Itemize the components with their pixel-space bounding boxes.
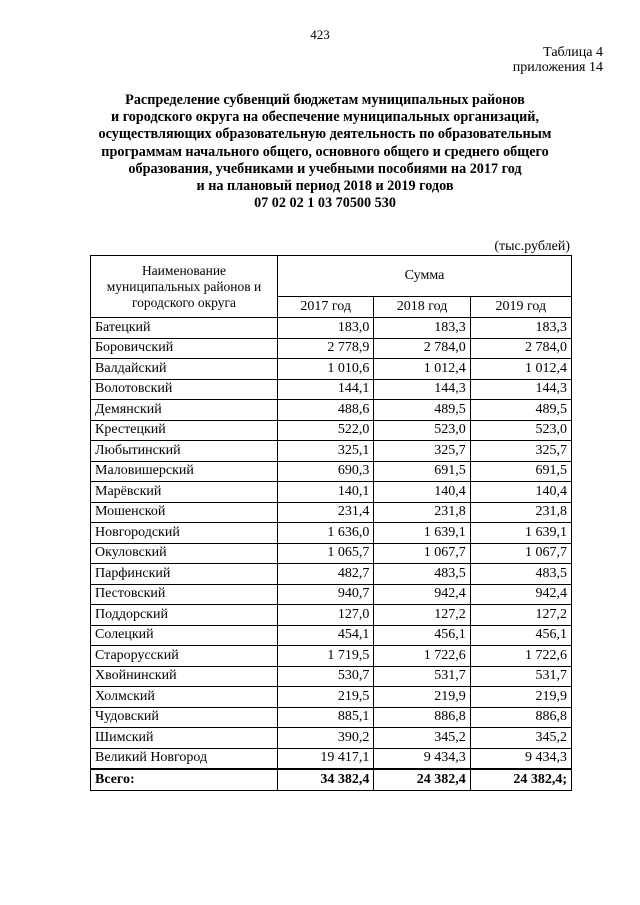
amount-cell-2019: 1 012,4 [470, 359, 571, 380]
table-row [91, 400, 572, 421]
amount-cell-2017: 127,0 [278, 605, 374, 626]
amount-cell-2019: 144,3 [470, 379, 571, 400]
total-amount-2018: 24 382,4 [374, 769, 470, 790]
amount-cell-2017: 530,7 [278, 666, 374, 687]
amount-cell-2018: 456,1 [374, 625, 470, 646]
district-name-cell: Волотовский [91, 379, 278, 400]
header-year-2018: 2018 год [374, 297, 470, 318]
amount-cell-2018: 231,8 [374, 502, 470, 523]
amount-cell-2017: 690,3 [278, 461, 374, 482]
table-row [91, 728, 572, 749]
title-line: осуществляющих образовательную деятельность по образовательным [98, 126, 552, 143]
header-sum: Сумма [278, 256, 572, 297]
table-row [91, 748, 572, 769]
table-row [91, 482, 572, 503]
amount-cell-2018: 1 067,7 [374, 543, 470, 564]
table-row [91, 338, 572, 359]
amount-cell-2017: 1 065,7 [278, 543, 374, 564]
amount-cell-2017: 183,0 [278, 318, 374, 339]
table-label-line1: Таблица 4 [543, 45, 603, 60]
amount-cell-2019: 325,7 [470, 441, 571, 462]
table-body [91, 318, 572, 791]
amount-cell-2018: 1 722,6 [374, 646, 470, 667]
amount-cell-2019: 140,4 [470, 482, 571, 503]
title-line: и городского округа на обеспечение муниципальных организаций, [110, 109, 540, 126]
table-row [91, 625, 572, 646]
amount-cell-2019: 1 722,6 [470, 646, 571, 667]
amount-cell-2019: 489,5 [470, 400, 571, 421]
amount-cell-2017: 482,7 [278, 564, 374, 585]
district-name-cell: Солецкий [91, 625, 278, 646]
title-line: образования, учебниками и учебными пособиями на 2017 год [128, 160, 522, 177]
table-row [91, 687, 572, 708]
table-row [91, 584, 572, 605]
table-row [91, 646, 572, 667]
amount-cell-2018: 127,2 [374, 605, 470, 626]
table-row [91, 318, 572, 339]
amount-cell-2018: 489,5 [374, 400, 470, 421]
amount-cell-2018: 2 784,0 [374, 338, 470, 359]
amount-cell-2018: 942,4 [374, 584, 470, 605]
district-name-cell: Мошенской [91, 502, 278, 523]
table-row [91, 502, 572, 523]
header-year-2019: 2019 год [470, 297, 571, 318]
amount-cell-2018: 691,5 [374, 461, 470, 482]
amount-cell-2017: 1 636,0 [278, 523, 374, 544]
amount-cell-2017: 940,7 [278, 584, 374, 605]
table-row [91, 543, 572, 564]
district-name-cell: Новгородский [91, 523, 278, 544]
title-line: программам начального общего, основного общего и среднего общего [101, 143, 549, 160]
amount-cell-2018: 531,7 [374, 666, 470, 687]
district-name-cell: Любытинский [91, 441, 278, 462]
amount-cell-2018: 183,3 [374, 318, 470, 339]
table-row [91, 379, 572, 400]
amount-cell-2018: 219,9 [374, 687, 470, 708]
amount-cell-2018: 140,4 [374, 482, 470, 503]
amount-cell-2019: 531,7 [470, 666, 571, 687]
district-name-cell: Чудовский [91, 707, 278, 728]
table-row [91, 707, 572, 728]
total-row [91, 769, 572, 790]
district-name-cell: Шимский [91, 728, 278, 749]
amount-cell-2017: 454,1 [278, 625, 374, 646]
title-line: и на плановый период 2018 и 2019 годов [196, 178, 454, 195]
amount-cell-2019: 9 434,3 [470, 748, 571, 769]
amount-cell-2019: 345,2 [470, 728, 571, 749]
subvention-table [90, 255, 572, 791]
table-row [91, 420, 572, 441]
table-label-line2: приложения 14 [512, 60, 603, 75]
table-row [91, 441, 572, 462]
amount-cell-2019: 1 067,7 [470, 543, 571, 564]
district-name-cell: Старорусский [91, 646, 278, 667]
district-name-cell: Демянский [91, 400, 278, 421]
amount-cell-2018: 9 434,3 [374, 748, 470, 769]
amount-cell-2017: 488,6 [278, 400, 374, 421]
district-name-cell: Пестовский [91, 584, 278, 605]
amount-cell-2017: 2 778,9 [278, 338, 374, 359]
amount-cell-2019: 523,0 [470, 420, 571, 441]
amount-cell-2019: 691,5 [470, 461, 571, 482]
district-name-cell: Окуловский [91, 543, 278, 564]
amount-cell-2018: 345,2 [374, 728, 470, 749]
amount-cell-2019: 219,9 [470, 687, 571, 708]
amount-cell-2017: 140,1 [278, 482, 374, 503]
amount-cell-2017: 231,4 [278, 502, 374, 523]
amount-cell-2019: 456,1 [470, 625, 571, 646]
table-row [91, 564, 572, 585]
amount-cell-2017: 1 010,6 [278, 359, 374, 380]
amount-cell-2019: 886,8 [470, 707, 571, 728]
title-line: Распределение субвенций бюджетам муниципальных районов [125, 92, 525, 108]
amount-cell-2019: 231,8 [470, 502, 571, 523]
header-year-2017: 2017 год [278, 297, 374, 318]
amount-cell-2017: 885,1 [278, 707, 374, 728]
amount-cell-2018: 325,7 [374, 441, 470, 462]
total-label: Всего: [91, 769, 278, 790]
amount-cell-2018: 483,5 [374, 564, 470, 585]
budget-code: 07 02 02 1 03 70500 530 [254, 195, 396, 212]
amount-cell-2019: 183,3 [470, 318, 571, 339]
amount-cell-2018: 1 012,4 [374, 359, 470, 380]
document-title [60, 92, 590, 212]
amount-cell-2018: 886,8 [374, 707, 470, 728]
table-row [91, 461, 572, 482]
table-row [91, 605, 572, 626]
table-label [513, 45, 603, 75]
district-name-cell: Холмский [91, 687, 278, 708]
amount-cell-2018: 144,3 [374, 379, 470, 400]
amount-cell-2017: 1 719,5 [278, 646, 374, 667]
amount-cell-2019: 1 639,1 [470, 523, 571, 544]
amount-cell-2017: 325,1 [278, 441, 374, 462]
total-amount-2017: 34 382,4 [278, 769, 374, 790]
district-name-cell: Великий Новгород [91, 748, 278, 769]
amount-cell-2019: 127,2 [470, 605, 571, 626]
table-row [91, 523, 572, 544]
district-name-cell: Валдайский [91, 359, 278, 380]
page-number: 423 [310, 27, 330, 42]
district-name-cell: Парфинский [91, 564, 278, 585]
amount-cell-2017: 219,5 [278, 687, 374, 708]
amount-cell-2019: 2 784,0 [470, 338, 571, 359]
table-row [91, 666, 572, 687]
total-amount-2019: 24 382,4; [470, 769, 571, 790]
units-label: (тыс.рублей) [494, 239, 570, 254]
amount-cell-2018: 1 639,1 [374, 523, 470, 544]
table-row [91, 359, 572, 380]
amount-cell-2019: 942,4 [470, 584, 571, 605]
amount-cell-2019: 483,5 [470, 564, 571, 585]
amount-cell-2017: 144,1 [278, 379, 374, 400]
district-name-cell: Крестецкий [91, 420, 278, 441]
amount-cell-2018: 523,0 [374, 420, 470, 441]
amount-cell-2017: 522,0 [278, 420, 374, 441]
district-name-cell: Батецкий [91, 318, 278, 339]
district-name-cell: Поддорский [91, 605, 278, 626]
header-name: Наименование муниципальных районов и городского округа [91, 256, 278, 318]
district-name-cell: Маловишерский [91, 461, 278, 482]
amount-cell-2017: 19 417,1 [278, 748, 374, 769]
district-name-cell: Хвойнинский [91, 666, 278, 687]
amount-cell-2017: 390,2 [278, 728, 374, 749]
district-name-cell: Марёвский [91, 482, 278, 503]
district-name-cell: Боровичский [91, 338, 278, 359]
